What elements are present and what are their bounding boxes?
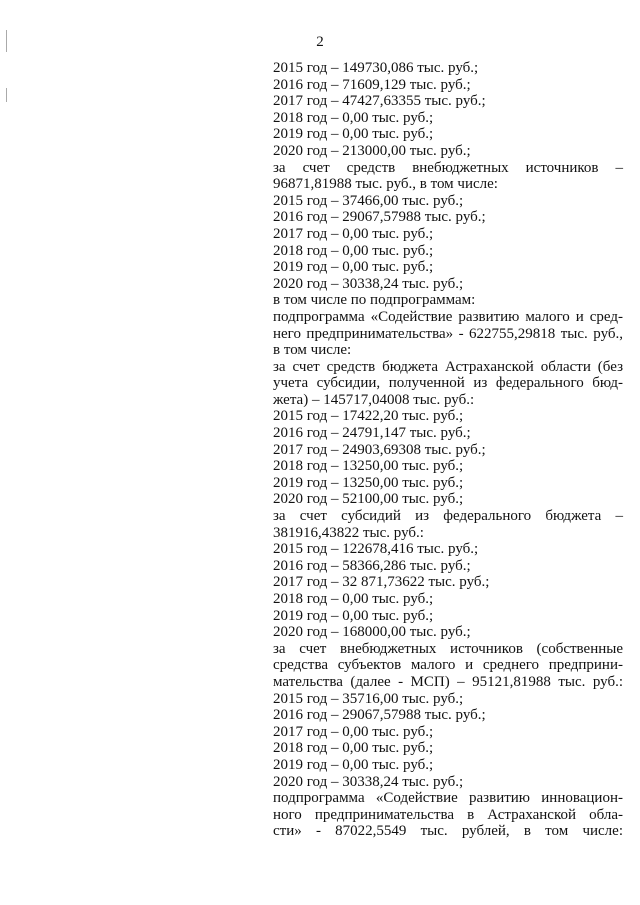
text-line: 2015 год – 122678,416 тыс. руб.; <box>273 541 479 558</box>
text-line: ного предпринимательства в Астраханской обла- <box>273 806 623 823</box>
text-line: 2018 год – 0,00 тыс. руб.; <box>273 740 434 757</box>
text-line: за счет внебюджетных источников (собственные <box>273 640 623 657</box>
text-line: в том числе: <box>273 342 352 359</box>
text-line: 2016 год – 29067,57988 тыс. руб.; <box>273 707 486 724</box>
text-line: 2015 год – 149730,086 тыс. руб.; <box>273 60 479 76</box>
page-number: 2 <box>316 34 324 50</box>
text-line: 2017 год – 24903,69308 тыс. руб.; <box>273 441 486 458</box>
text-line: 2016 год – 29067,57988 тыс. руб.; <box>273 209 486 226</box>
text-line: 2020 год – 168000,00 тыс. руб.; <box>273 624 471 641</box>
text-line: 2016 год – 24791,147 тыс. руб.; <box>273 425 471 442</box>
text-line: 2018 год – 0,00 тыс. руб.; <box>273 242 434 259</box>
text-line: 2015 год – 37466,00 тыс. руб.; <box>273 192 464 209</box>
text-line: за счет средств внебюджетных источников – <box>273 159 623 176</box>
text-line: за счет субсидий из федерального бюджета – <box>273 508 623 525</box>
text-line: 2016 год – 58366,286 тыс. руб.; <box>273 557 471 574</box>
text-line: сти» - 87022,5549 тыс. рублей, в том числе: <box>273 823 623 840</box>
text-line: 2015 год – 35716,00 тыс. руб.; <box>273 690 464 707</box>
text-line: 2020 год – 52100,00 тыс. руб.; <box>273 491 464 508</box>
text-line: мательства (далее - МСП) – 95121,81988 тыс. руб.: <box>273 673 623 690</box>
text-line: подпрограмма «Содействие развитию инновацион- <box>273 790 623 807</box>
text-line: 2017 год – 32 871,73622 тыс. руб.; <box>273 574 490 591</box>
text-line: 2017 год – 47427,63355 тыс. руб.; <box>273 93 486 110</box>
text-line: 2018 год – 0,00 тыс. руб.; <box>273 591 434 607</box>
text-line: 2016 год – 71609,129 тыс. руб.; <box>273 76 471 93</box>
text-line: жета) – 145717,04008 тыс. руб.: <box>273 391 475 408</box>
text-line: него предпринимательства» - 622755,29818 тыс. руб., <box>273 325 623 342</box>
text-line: 381916,43822 тыс. руб.: <box>273 524 424 541</box>
document-body <box>273 60 623 840</box>
text-line: 2019 год – 13250,00 тыс. руб.; <box>273 474 464 491</box>
text-line: 2017 год – 0,00 тыс. руб.; <box>273 225 434 242</box>
text-line: 2018 год – 0,00 тыс. руб.; <box>273 109 434 126</box>
text-line: учета субсидии, полученной из федерального бюд- <box>273 375 623 392</box>
text-line: средства субъектов малого и среднего предприни- <box>273 657 623 674</box>
text-line: 2019 год – 0,00 тыс. руб.; <box>273 756 434 773</box>
text-line: 2015 год – 17422,20 тыс. руб.; <box>273 408 464 425</box>
text-line: за счет средств бюджета Астраханской области (без <box>273 358 623 375</box>
text-line: 2020 год – 213000,00 тыс. руб.; <box>273 142 471 159</box>
text-line: 2020 год – 30338,24 тыс. руб.; <box>273 275 464 292</box>
text-line: 2019 год – 0,00 тыс. руб.; <box>273 259 434 276</box>
text-line: 96871,81988 тыс. руб., в том числе: <box>273 176 498 193</box>
margin-scan-mark <box>6 88 7 102</box>
text-line: 2018 год – 13250,00 тыс. руб.; <box>273 458 464 475</box>
text-line: 2019 год – 0,00 тыс. руб.; <box>273 126 434 143</box>
text-line: 2017 год – 0,00 тыс. руб.; <box>273 723 434 740</box>
text-line: подпрограмма «Содействие развитию малого и сред- <box>273 308 623 325</box>
text-line: в том числе по подпрограммам: <box>273 292 476 309</box>
text-line: 2019 год – 0,00 тыс. руб.; <box>273 607 434 624</box>
text-line: 2020 год – 30338,24 тыс. руб.; <box>273 773 464 790</box>
